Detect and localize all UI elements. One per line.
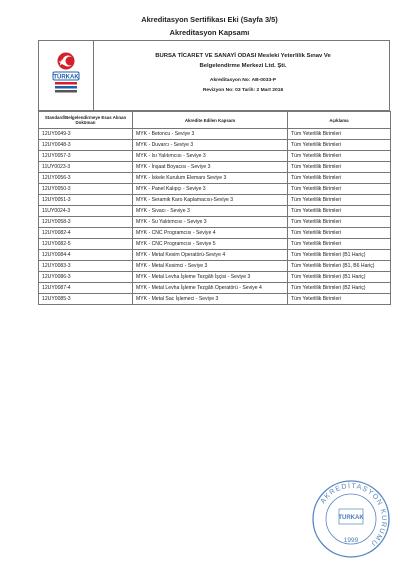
cell-scope: MYK - İnşaat Boyacısı - Seviye 3 [133,162,288,173]
table-row [39,261,391,272]
cell-scope: MYK - Sıvacı - Seviye 3 [133,206,288,217]
cell-scope: MYK - Metal Kesim Operatörü-Seviye 4 [133,250,288,261]
cell-note: Tüm Yeterlilik Birimleri [288,162,391,173]
cell-scope: MYK - Panel Kalıpçı - Seviye 3 [133,184,288,195]
table-row [39,250,391,261]
table-row [39,162,391,173]
table-row [39,173,391,184]
cell-note: Tüm Yeterlilik Birimleri (B2 Hariç) [288,283,391,294]
table-header-row [39,112,391,129]
header-standard: Standard/Belgelendirmeye Esas Alınan Doküman [39,112,133,129]
cell-standard: 12UY0050-3 [39,184,133,195]
cell-standard: 12UY0051-3 [39,195,133,206]
cell-standard: 12UY0057-3 [39,151,133,162]
cell-scope: MYK - CNC Programcısı - Seviye 4 [133,228,288,239]
cell-scope: MYK - Metal Kesimci - Seviye 3 [133,261,288,272]
page-subtitle: Akreditasyon Kapsamı [169,28,250,37]
cell-note: Tüm Yeterlilik Birimleri [288,294,391,305]
cell-scope: MYK - Isı Yalıtımcısı - Seviye 3 [133,151,288,162]
header-note: Açıklama [288,112,391,129]
accreditation-number: Akreditasyon No: AB-0033-P [209,78,277,83]
scope-table [38,111,391,305]
table-row [39,217,391,228]
cell-note: Tüm Yeterlilik Birimleri [288,228,391,239]
stamp-year: 1999 [343,537,359,544]
cell-scope: MYK - Seramik Karo Kaplamacısı-Seviye 3 [133,195,288,206]
logo-cell [39,41,94,110]
table-row [39,140,391,151]
cell-standard: 11UY0024-3 [39,206,133,217]
organization-name-line2: Belgelendirme Merkezi Ltd. Şti. [199,63,287,69]
header-box [38,40,390,111]
cell-note: Tüm Yeterlilik Birimleri (B1 Hariç) [288,250,391,261]
cell-scope: MYK - Metal Sac İşlemeci - Seviye 3 [133,294,288,305]
cell-standard: 12UY0084-4 [39,250,133,261]
table-row [39,129,391,140]
page-title: Akreditasyon Sertifikası Eki (Sayfa 3/5) [141,15,278,24]
cell-note: Tüm Yeterlilik Birimleri (B1 Hariç) [288,272,391,283]
cell-standard: 11UY0023-3 [39,162,133,173]
cell-standard: 12UY0056-3 [39,173,133,184]
cell-standard: 12UY0083-3 [39,261,133,272]
cell-note: Tüm Yeterlilik Birimleri [288,206,391,217]
table-row [39,239,391,250]
header-scope: Akredite Edilen Kapsam [133,112,288,129]
cell-standard: 12UY0086-3 [39,272,133,283]
cell-note: Tüm Yeterlilik Birimleri [288,195,391,206]
cell-scope: MYK - Metal Levha İşleme Tezgâh Operatörü - Seviye 4 [133,283,288,294]
turkak-logo [51,51,81,95]
cell-standard: 12UY0087-4 [39,283,133,294]
cell-scope: MYK - Metal Levha İşleme Tezgâh İşçisi - Seviye 3 [133,272,288,283]
table-row [39,272,391,283]
cell-scope: MYK - Betoncu - Seviye 3 [133,129,288,140]
table-row [39,283,391,294]
accreditation-stamp [310,478,392,560]
cell-scope: MYK - Duvarcı - Seviye 3 [133,140,288,151]
cell-note: Tüm Yeterlilik Birimleri (B1, B6 Hariç) [288,261,391,272]
stamp-ring-text: AKREDİTASYON KURUMU [319,482,388,548]
revision-info: Revizyon No: 03 Tarih: 2 Mart 2016 [202,88,284,93]
cell-standard: 12UY0048-3 [39,140,133,151]
cell-standard: 12UY0082-4 [39,228,133,239]
cell-note: Tüm Yeterlilik Birimleri [288,173,391,184]
cell-standard: 12UY0085-3 [39,294,133,305]
table-row [39,184,391,195]
table-row [39,195,391,206]
cell-note: Tüm Yeterlilik Birimleri [288,140,391,151]
table-row [39,294,391,305]
cell-standard: 12UY0082-5 [39,239,133,250]
cell-note: Tüm Yeterlilik Birimleri [288,239,391,250]
cell-note: Tüm Yeterlilik Birimleri [288,129,391,140]
cell-note: Tüm Yeterlilik Birimleri [288,151,391,162]
organization-name-line1: BURSA TİCARET VE SANAYİ ODASI Mesleki Yeterlilik Sınav Ve [155,53,331,59]
table-row [39,206,391,217]
table-body [39,129,391,305]
table-row [39,151,391,162]
cell-scope: MYK - CNC Programcısı - Seviye 5 [133,239,288,250]
logo-wordmark: TÜRKAK [53,74,79,81]
cell-standard: 12UY0058-3 [39,217,133,228]
cell-scope: MYK - İskele Kurulum Elemanı Seviye 3 [133,173,288,184]
cell-note: Tüm Yeterlilik Birimleri [288,217,391,228]
cell-note: Tüm Yeterlilik Birimleri [288,184,391,195]
cell-standard: 12UY0049-3 [39,129,133,140]
cell-scope: MYK - Su Yalıtımcısı - Seviye 3 [133,217,288,228]
stamp-center-text: TÜRKAK [338,515,364,521]
table-row [39,228,391,239]
